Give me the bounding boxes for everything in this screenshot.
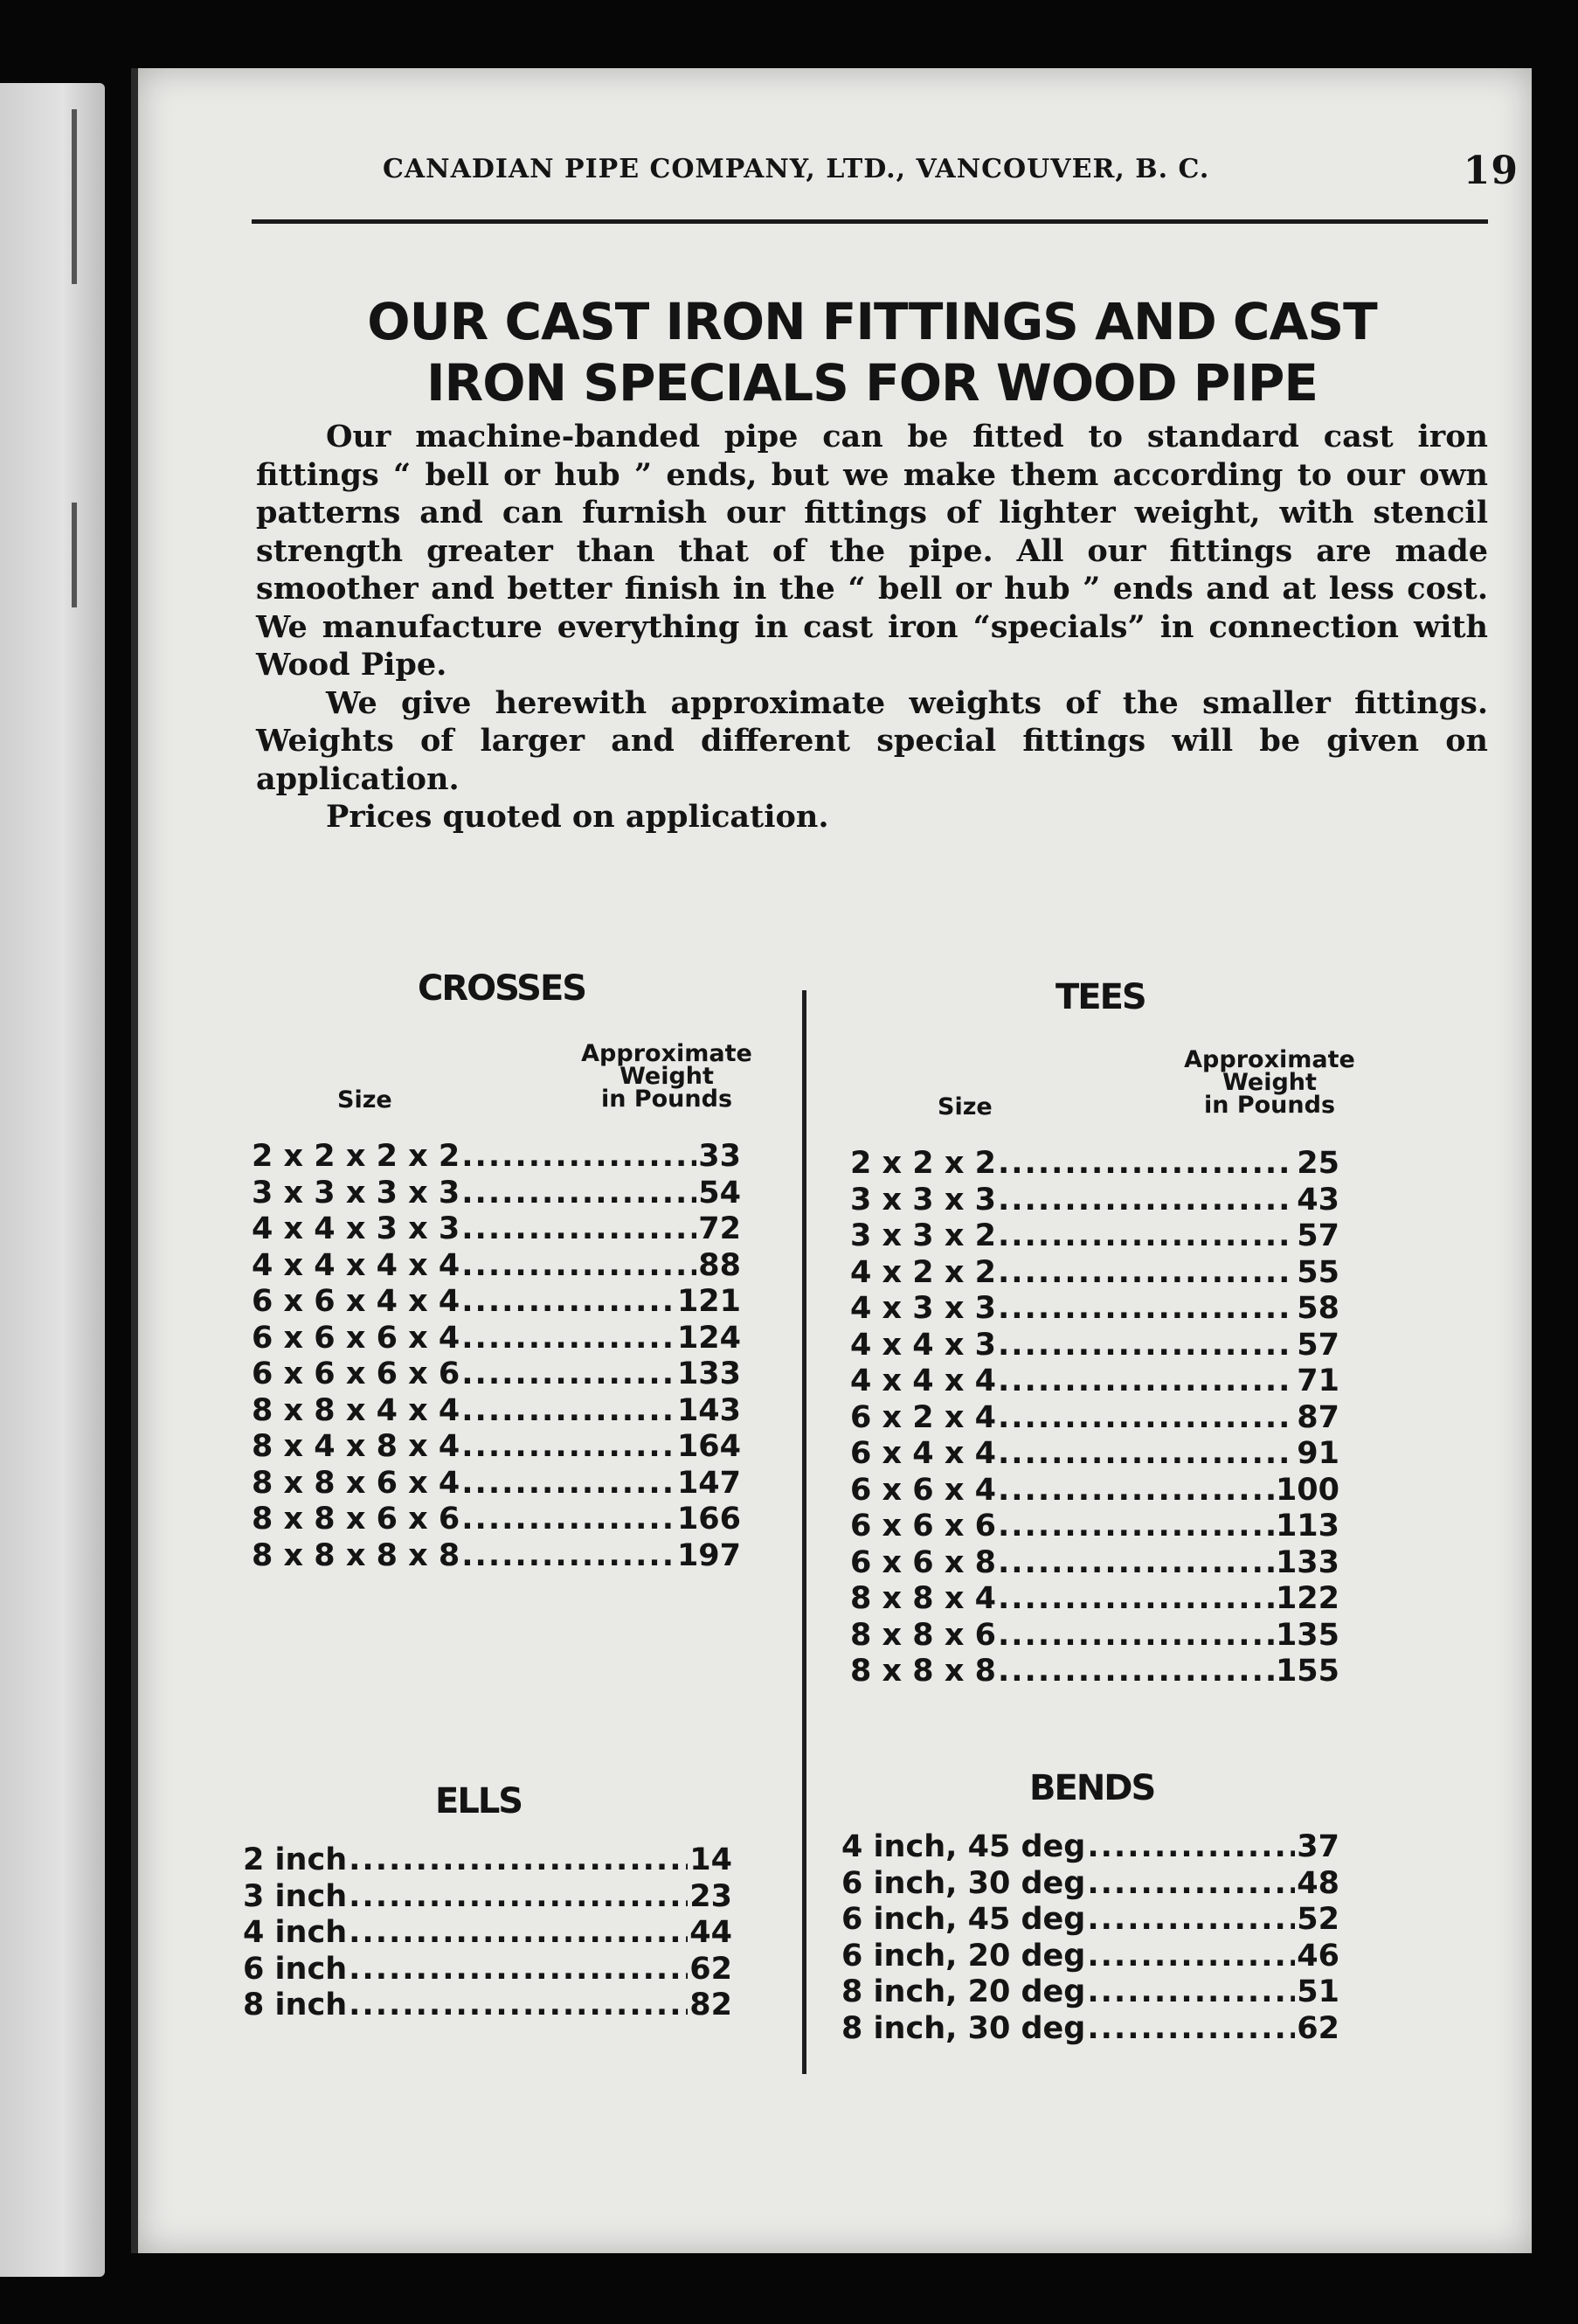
- fitting-size: 6 x 6 x 6: [850, 1509, 996, 1544]
- fitting-size: 2 x 2 x 2 x 2: [252, 1139, 460, 1174]
- fitting-size: 4 inch, 45 deg: [841, 1829, 1086, 1864]
- dot-leader: [461, 1176, 696, 1212]
- dot-leader: [1087, 1866, 1295, 1903]
- fitting-weight: 51: [1297, 1974, 1339, 2009]
- table-row: [252, 1356, 741, 1393]
- fitting-weight: 87: [1297, 1399, 1339, 1435]
- table-row: [850, 1436, 1339, 1473]
- dot-leader: [461, 1284, 675, 1321]
- fitting-weight: 164: [676, 1429, 741, 1464]
- dot-leader: [461, 1538, 675, 1575]
- table-row: [841, 1829, 1339, 1866]
- fitting-size: 3 x 3 x 3: [850, 1182, 996, 1217]
- dot-leader: [461, 1466, 675, 1502]
- column-divider: [802, 990, 806, 2074]
- table-row: [841, 2011, 1339, 2048]
- fitting-weight: 155: [1275, 1654, 1339, 1689]
- fitting-weight: 133: [1275, 1544, 1339, 1580]
- fitting-size: 4 x 4 x 3 x 3: [252, 1211, 460, 1246]
- dot-leader: [349, 1988, 688, 2024]
- table-row: [850, 1291, 1339, 1328]
- fitting-weight: 62: [1297, 2010, 1339, 2046]
- tees-size-header: Size: [938, 1093, 993, 1120]
- running-header: [383, 149, 1519, 206]
- table-row: [252, 1321, 741, 1357]
- dot-leader: [1087, 1939, 1295, 1975]
- fitting-weight: 71: [1297, 1363, 1339, 1398]
- weight-header-line: Approximate: [581, 1040, 752, 1067]
- fitting-size: 4 x 4 x 4 x 4: [252, 1247, 460, 1283]
- table-row: [850, 1545, 1339, 1582]
- dot-leader: [998, 1291, 1295, 1328]
- tees-weight-header: [1152, 1046, 1388, 1119]
- dot-leader: [461, 1429, 675, 1466]
- table-row: [850, 1581, 1339, 1618]
- fitting-size: 8 x 8 x 4 x 4: [252, 1392, 460, 1428]
- page-number: 19: [1463, 149, 1519, 193]
- table-row: [850, 1400, 1339, 1437]
- fitting-size: 3 x 3 x 2: [850, 1218, 996, 1253]
- fitting-weight: 122: [1275, 1581, 1339, 1616]
- fitting-weight: 46: [1297, 1938, 1339, 1974]
- fitting-size: 6 inch, 20 deg: [841, 1938, 1086, 1974]
- fitting-size: 6 x 2 x 4: [850, 1399, 996, 1435]
- fitting-size: 6 inch: [243, 1951, 348, 1987]
- table-row: [243, 1988, 732, 2024]
- fitting-size: 8 x 8 x 8 x 8: [252, 1537, 460, 1573]
- fitting-size: 3 x 3 x 3 x 3: [252, 1175, 460, 1211]
- dot-leader: [461, 1139, 696, 1176]
- table-row: [252, 1211, 741, 1248]
- fitting-size: 8 x 4 x 8 x 4: [252, 1429, 460, 1464]
- dot-leader: [1087, 1829, 1295, 1866]
- table-row: [243, 1915, 732, 1952]
- intro-text: [256, 418, 1488, 836]
- dot-leader: [461, 1211, 696, 1248]
- fitting-weight: 44: [689, 1915, 732, 1950]
- weight-header-line: in Pounds: [1203, 1092, 1336, 1119]
- fitting-weight: 135: [1275, 1617, 1339, 1653]
- table-row: [243, 1879, 732, 1916]
- fitting-size: 6 x 6 x 6 x 4: [252, 1320, 460, 1356]
- dot-leader: [461, 1393, 675, 1430]
- table-row: [243, 1952, 732, 1988]
- table-row: [850, 1618, 1339, 1655]
- fitting-size: 8 x 8 x 8: [850, 1654, 996, 1689]
- fitting-weight: 72: [698, 1211, 741, 1246]
- table-row: [252, 1466, 741, 1502]
- page-crease: [72, 109, 77, 284]
- fitting-size: 8 x 8 x 6: [850, 1617, 996, 1653]
- title-line-1: OUR CAST IRON FITTINGS AND CAST: [367, 292, 1377, 351]
- fitting-size: 8 x 8 x 6 x 4: [252, 1465, 460, 1501]
- fitting-weight: 88: [698, 1247, 741, 1283]
- table-row: [841, 1902, 1339, 1939]
- weight-header-line: Weight: [619, 1063, 714, 1090]
- fitting-weight: 25: [1297, 1146, 1339, 1181]
- fitting-size: 2 inch: [243, 1842, 348, 1877]
- header-company: CANADIAN PIPE COMPANY, LTD., VANCOUVER, B. C.: [383, 154, 1210, 184]
- fitting-weight: 121: [676, 1284, 741, 1319]
- fitting-weight: 57: [1297, 1218, 1339, 1253]
- weight-header-line: Approximate: [1184, 1046, 1355, 1073]
- crosses-size-header: Size: [337, 1086, 392, 1113]
- dot-leader: [998, 1581, 1274, 1618]
- fitting-weight: 54: [698, 1175, 741, 1211]
- header-rule: [252, 219, 1488, 224]
- dot-leader: [349, 1842, 688, 1879]
- fitting-size: 6 x 6 x 8: [850, 1544, 996, 1580]
- dot-leader: [998, 1328, 1295, 1364]
- fitting-size: 8 x 8 x 6 x 6: [252, 1502, 460, 1537]
- fitting-size: 8 inch, 20 deg: [841, 1974, 1086, 2009]
- fitting-weight: 147: [676, 1465, 741, 1501]
- table-row: [841, 1866, 1339, 1903]
- fitting-size: 2 x 2 x 2: [850, 1146, 996, 1181]
- fitting-weight: 124: [676, 1320, 741, 1356]
- fitting-size: 6 x 6 x 4 x 4: [252, 1284, 460, 1319]
- table-row: [252, 1502, 741, 1538]
- intro-paragraph-1: Our machine-banded pipe can be fitted to standard cast iron fittings “ bell or hub ” ends, but we make them according to our own patterns and can furnish our fittings of lighter weight, with stencil strength greater than that of the pipe. All our fittings are made smoother and better finish in the “ bell or hub ” ends and at less cost. We manufacture everything in cast iron “specials” in connection with Wood Pipe.: [256, 419, 1488, 683]
- dot-leader: [461, 1248, 696, 1285]
- fitting-weight: 197: [676, 1537, 741, 1573]
- tees-title: TEES: [1055, 977, 1145, 1017]
- fitting-size: 6 inch, 30 deg: [841, 1865, 1086, 1901]
- table-row: [252, 1248, 741, 1285]
- page-title: [287, 291, 1457, 413]
- table-row: [243, 1842, 732, 1879]
- bends-title: BENDS: [1029, 1768, 1155, 1808]
- table-row: [252, 1139, 741, 1176]
- facing-page-edge: [0, 83, 105, 2277]
- table-row: [850, 1146, 1339, 1183]
- dot-leader: [998, 1545, 1274, 1582]
- fitting-weight: 91: [1297, 1436, 1339, 1471]
- fitting-size: 6 x 6 x 4: [850, 1472, 996, 1508]
- fitting-size: 8 x 8 x 4: [850, 1581, 996, 1616]
- dot-leader: [998, 1509, 1274, 1545]
- fitting-size: 6 x 6 x 6 x 6: [252, 1356, 460, 1391]
- dot-leader: [998, 1255, 1295, 1292]
- fitting-size: 3 inch: [243, 1878, 348, 1914]
- table-row: [252, 1538, 741, 1575]
- fitting-weight: 52: [1297, 1902, 1339, 1937]
- dot-leader: [461, 1356, 675, 1393]
- dot-leader: [349, 1879, 688, 1916]
- fitting-size: 4 x 2 x 2: [850, 1254, 996, 1290]
- fitting-weight: 58: [1297, 1291, 1339, 1326]
- ells-title: ELLS: [435, 1781, 523, 1821]
- tees-table: [850, 1146, 1339, 1690]
- table-row: [850, 1183, 1339, 1219]
- bends-table: [841, 1829, 1339, 2047]
- document-page: [131, 68, 1532, 2253]
- fitting-weight: 62: [689, 1951, 732, 1987]
- intro-paragraph-3: Prices quoted on application.: [326, 799, 829, 835]
- fitting-weight: 133: [676, 1356, 741, 1391]
- table-row: [850, 1654, 1339, 1690]
- dot-leader: [1087, 1974, 1295, 2011]
- fitting-weight: 48: [1297, 1865, 1339, 1901]
- fitting-weight: 37: [1297, 1829, 1339, 1864]
- dot-leader: [1087, 1902, 1295, 1939]
- crosses-table: [252, 1139, 741, 1574]
- fitting-weight: 57: [1297, 1327, 1339, 1363]
- dot-leader: [998, 1363, 1295, 1400]
- weight-header-line: Weight: [1222, 1069, 1317, 1096]
- fitting-size: 6 inch, 45 deg: [841, 1902, 1086, 1937]
- dot-leader: [998, 1618, 1274, 1655]
- table-row: [850, 1509, 1339, 1545]
- ells-table: [243, 1842, 732, 2024]
- table-row: [850, 1473, 1339, 1509]
- dot-leader: [998, 1436, 1295, 1473]
- weight-header-line: in Pounds: [600, 1086, 733, 1113]
- table-row: [850, 1255, 1339, 1292]
- fitting-weight: 33: [698, 1139, 741, 1174]
- dot-leader: [349, 1952, 688, 1988]
- fitting-weight: 113: [1275, 1509, 1339, 1544]
- table-row: [252, 1284, 741, 1321]
- table-row: [850, 1218, 1339, 1255]
- table-row: [252, 1176, 741, 1212]
- table-row: [850, 1328, 1339, 1364]
- dot-leader: [998, 1654, 1274, 1690]
- table-row: [252, 1429, 741, 1466]
- crosses-weight-header: [549, 1040, 785, 1113]
- fitting-size: 8 inch: [243, 1988, 348, 2022]
- dot-leader: [1087, 2011, 1295, 2048]
- dot-leader: [461, 1321, 675, 1357]
- dot-leader: [998, 1146, 1295, 1183]
- fitting-weight: 166: [676, 1502, 741, 1537]
- fitting-size: 4 inch: [243, 1915, 348, 1950]
- fitting-weight: 143: [676, 1392, 741, 1428]
- fitting-weight: 100: [1275, 1472, 1339, 1508]
- table-row: [850, 1363, 1339, 1400]
- title-line-2: IRON SPECIALS FOR WOOD PIPE: [426, 353, 1318, 413]
- dot-leader: [349, 1915, 688, 1952]
- page-crease: [72, 503, 77, 607]
- fitting-weight: 55: [1297, 1254, 1339, 1290]
- table-row: [841, 1939, 1339, 1975]
- fitting-weight: 14: [689, 1842, 732, 1877]
- dot-leader: [998, 1183, 1295, 1219]
- crosses-title: CROSSES: [418, 968, 586, 1009]
- fitting-size: 4 x 3 x 3: [850, 1291, 996, 1326]
- intro-paragraph-2: We give herewith approximate weights of the smaller fittings. Weights of larger and different special fittings will be given on application.: [256, 684, 1488, 797]
- table-row: [252, 1393, 741, 1430]
- dot-leader: [461, 1502, 675, 1538]
- dot-leader: [998, 1218, 1295, 1255]
- fitting-size: 4 x 4 x 4: [850, 1363, 996, 1398]
- fitting-weight: 23: [689, 1878, 732, 1914]
- fitting-weight: 43: [1297, 1182, 1339, 1217]
- fitting-size: 6 x 4 x 4: [850, 1436, 996, 1471]
- fitting-weight: 82: [689, 1988, 732, 2022]
- dot-leader: [998, 1400, 1295, 1437]
- dot-leader: [998, 1473, 1274, 1509]
- fitting-size: 8 inch, 30 deg: [841, 2010, 1086, 2046]
- fitting-size: 4 x 4 x 3: [850, 1327, 996, 1363]
- table-row: [841, 1974, 1339, 2011]
